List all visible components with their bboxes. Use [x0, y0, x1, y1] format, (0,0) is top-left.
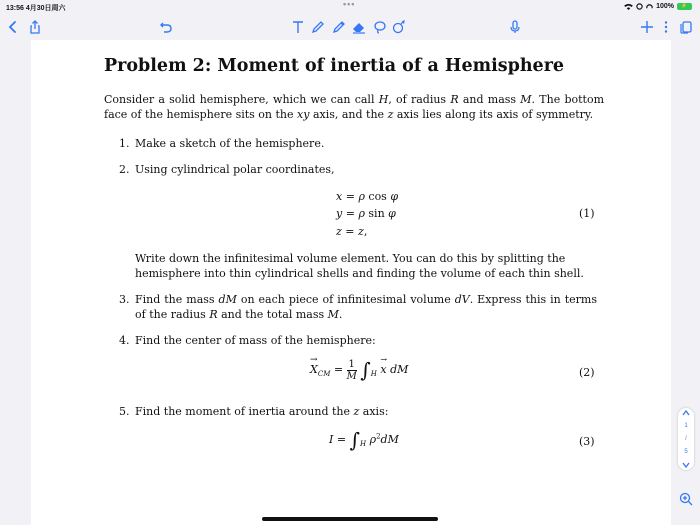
share-icon — [28, 20, 42, 34]
lasso-tool[interactable] — [371, 18, 389, 36]
equation-number: (1) — [579, 207, 595, 220]
page-navigator — [678, 408, 694, 470]
lasso-icon — [373, 20, 387, 34]
zoom-in-icon — [679, 492, 693, 506]
page-separator: / — [685, 436, 687, 442]
document-page[interactable] — [31, 40, 671, 525]
shape-tool[interactable] — [390, 18, 408, 36]
text-tool[interactable] — [289, 18, 307, 36]
page-scroller[interactable] — [678, 408, 694, 470]
equation-3: $I = \int_H$ $\rho^2dM$ — [329, 428, 399, 452]
headphones-icon — [646, 3, 653, 10]
equation-number: (3) — [579, 435, 595, 448]
more-button[interactable] — [657, 18, 675, 36]
eraser-icon — [352, 20, 366, 34]
add-page-button[interactable] — [638, 18, 656, 36]
microphone-button[interactable] — [506, 18, 524, 36]
chevron-up-icon[interactable] — [682, 410, 690, 416]
back-button[interactable] — [4, 18, 22, 36]
list-item: 1. Make a sketch of the hemisphere. — [119, 137, 325, 150]
equation-number: (2) — [579, 366, 595, 379]
battery-percent: 100% — [656, 3, 674, 10]
undo-icon — [159, 20, 173, 34]
list-item: 5. Find the moment of inertia around the z axis: — [119, 405, 389, 418]
wifi-icon — [624, 3, 633, 10]
copy-icon — [679, 20, 693, 34]
list-item: 2. Using cylindrical polar coordinates, — [119, 163, 335, 176]
current-page: 1 — [684, 423, 688, 429]
more-vertical-icon — [659, 20, 673, 34]
equation-1-line: x = ρ cos φ — [336, 190, 399, 203]
pencil-tool[interactable] — [330, 18, 348, 36]
total-pages: 5 — [684, 449, 688, 455]
eraser-tool[interactable] — [350, 18, 368, 36]
status-indicators — [624, 3, 692, 10]
location-icon — [636, 3, 643, 10]
add-icon — [640, 20, 654, 34]
text-tool-icon — [291, 20, 305, 34]
multitasking-dots[interactable]: ••• — [343, 0, 356, 9]
item-2-followup: Write down the infinitesimal volume element. You can do this by splitting the hemisphere into thin cylindrical shells and finding the volume of each thin shell. — [135, 252, 584, 280]
shape-icon — [392, 20, 406, 34]
battery-icon: ⚡ — [677, 3, 692, 10]
pen-tool[interactable] — [309, 18, 327, 36]
pen-icon — [311, 20, 325, 34]
zoom-button[interactable] — [679, 492, 693, 506]
microphone-icon — [508, 20, 522, 34]
list-item: 3. Find the mass dM on each piece of infinitesimal volume dV. Express this in terms of the radius R and the total mass M. — [119, 293, 598, 321]
chevron-left-icon — [6, 20, 20, 34]
share-button[interactable] — [26, 18, 44, 36]
page-title: Problem 2: Moment of inertia of a Hemisphere — [104, 56, 565, 76]
status-time: 13:56 4月30日周六 — [6, 5, 66, 12]
undo-button[interactable] — [157, 18, 175, 36]
toolbar — [0, 14, 700, 40]
pages-button[interactable] — [677, 18, 695, 36]
equation-1-line: y = ρ sin φ — [336, 207, 396, 220]
equation-1-line: z = z, — [336, 225, 368, 238]
list-item: 4. Find the center of mass of the hemisphere: — [119, 334, 376, 347]
chevron-down-icon[interactable] — [682, 462, 690, 468]
home-indicator[interactable] — [262, 517, 438, 521]
pencil-icon — [332, 20, 346, 34]
equation-2: → $X_{CM}$ = $\frac{1}{M} \int_H$ → x dM — [310, 355, 409, 382]
status-bar — [0, 0, 700, 14]
intro-paragraph: Consider a solid hemisphere, which we can call H, of radius R and mass M. The bottom face of the hemisphere sits on the xy axis, and the z axis lies along its axis of symmetry. — [104, 93, 605, 121]
